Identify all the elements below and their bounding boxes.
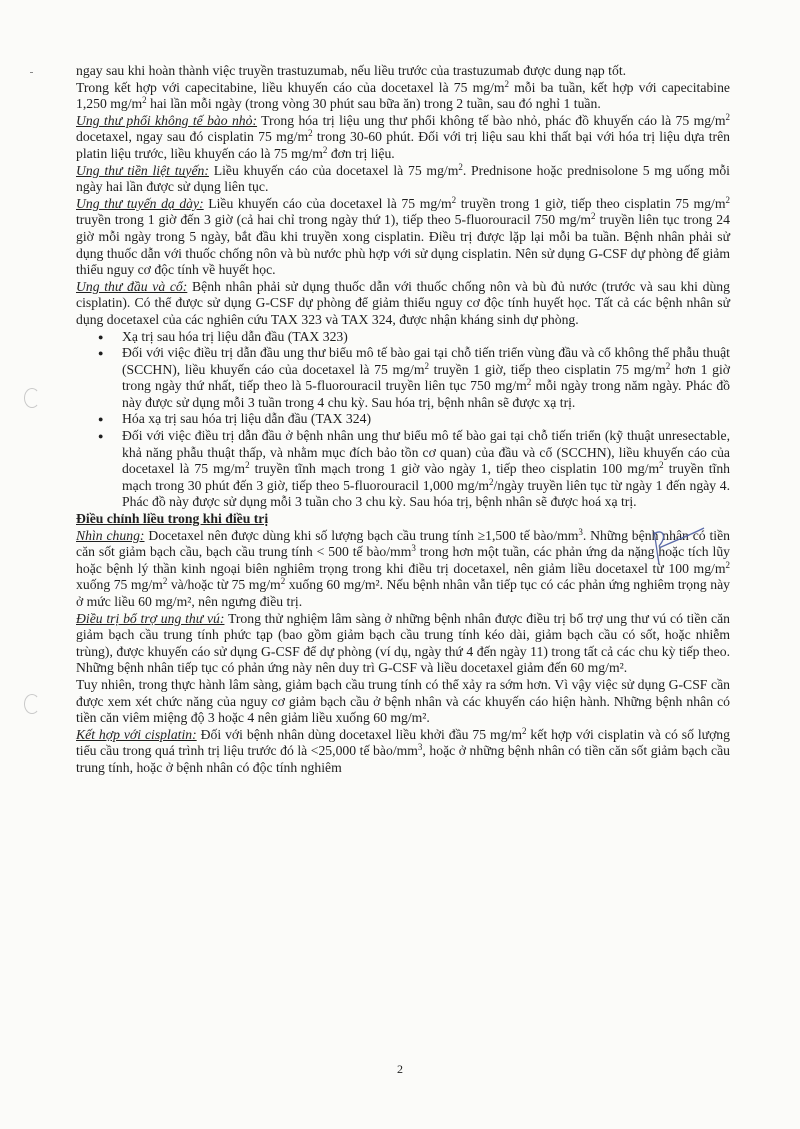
section-heading: Kết hợp với cisplatin: (76, 726, 197, 742)
handwritten-initial (648, 526, 708, 568)
treatment-list (76, 329, 730, 512)
punch-hole-top (24, 388, 40, 408)
section-general: Nhìn chung: Docetaxel nên được dùng khi số lượng bạch cầu trung tính ≥1,500 tế bào/$mm^3$. Những bệnh nhân có tiền căn sốt giảm bạch cầu, bạch cầu trung tính < 500 tế bào/$mm^3$ trong hơn một tuần, các phản ứng da nặng hoặc tích lũy hoặc bệnh lý thần kinh ngoại biên nghiêm trọng trong khi điều trị docetaxel, nên giảm liều docetaxel từ 100 $mg/m^2$ xuống 75 $mg/m^2$ và/hoặc từ 75 $mg/m^2$ xuống 60 mg/m². Nếu bệnh nhân vẫn tiếp tục có các phản ứng nghiêm trọng này ở mức liều 60 mg/m², nên ngưng điều trị. (76, 526, 731, 609)
section-heading: Ung thư phổi không tế bào nhỏ: (76, 112, 258, 128)
document-page (76, 63, 730, 777)
list-item: ● Xạ trị sau hóa trị liệu dẫn đầu (TAX 323) (122, 329, 730, 346)
section-prostate: Ung thư tiền liệt tuyến: Liều khuyến cáo của docetaxel là 75 $mg/m^2$. Prednisone hoặc prednisolone 5 mg uống mỗi ngày hai lần được sử dụng liên tục. (76, 161, 730, 195)
section-heading: Nhìn chung: (76, 527, 145, 543)
list-item: ● Đối với việc điều trị dẫn đầu ung thư biểu mô tế bào gai tại chỗ tiến triển vùng đầu và cổ không thể phẫu thuật (SCCHN), liều khuyến cáo của docetaxel là 75 $mg/m^2$ truyền 1 giờ, tiếp theo cisplatin 75 $mg/m^2$ hơn 1 giờ trong ngày thứ nhất, tiếp theo là 5-fluorouracil truyền liên tục 750 $mg/m^2$ mỗi ngày trong năm ngày. Phác đồ này được sử dụng mỗi 3 tuần trong 4 chu kỳ. Sau hóa trị, bệnh nhân sẽ được xạ trị. (122, 345, 730, 411)
section-head-neck: Ung thư đầu và cổ: Bệnh nhân phải sử dụng thuốc dẫn với thuốc chống nôn và bù đủ nước (trước và sau khi dùng cisplatin). Có thể được sử dụng G-CSF dự phòng để giảm thiểu nguy cơ độc tính huyết học. Tất cả các bệnh nhân sử dụng docetaxel của các nghiên cứu TAX 323 và TAX 324, được nhận kháng sinh dự phòng. (76, 278, 730, 327)
list-item: ● Đối với việc điều trị dẫn đầu ở bệnh nhân ung thư biểu mô tế bào gai tại chỗ tiến triển (kỹ thuật unresectable, khả năng phẫu thuật thấp, và nhằm mục đích bảo tồn cơ quan) của đầu và cổ (SCCHN), liều khuyến cáo của docetaxel là 75 $mg/m^2$ truyền tĩnh mạch trong 1 giờ vào ngày 1, tiếp theo cisplatin 100 $mg/m^2$ truyền tĩnh mạch trong 30 phút đến 3 giờ, tiếp theo 5-fluorouracil 1,000 $mg/m^2$/ngày truyền liên tục từ ngày 1 đến ngày 4. Phác đồ này được sử dụng mỗi 3 tuần cho 3 chu kỳ. Sau hóa trị, bệnh nhân sẽ được hoá xạ trị. (122, 428, 730, 511)
section-gastric: Ung thư tuyến dạ dày: Liều khuyến cáo của docetaxel là 75 $mg/m^2$ truyền trong 1 giờ, tiếp theo cisplatin 75 $mg/m^2$ truyền trong 1 giờ đến 3 giờ (cả hai chỉ trong ngày thứ 1), tiếp theo 5-fluorouracil 750 $mg/m^2$ truyền liên tục trong 24 giờ mỗi ngày trong 5 ngày, bắt đầu khi truyền xong cisplatin. Điều trị được lặp lại mỗi ba tuần. Bệnh nhân phải sử dụng thuốc dẫn với thuốc chống nôn và bù nước phù hợp với sử dụng cisplatin. Nên sử dụng G-CSF dự phòng để giảm thiểu nguy cơ độc tính về huyết học. (76, 194, 730, 278)
page-number: 2 (397, 1062, 403, 1076)
paragraph-trastuzumab: ngay sau khi hoàn thành việc truyền trastuzumab, nếu liều trước của trastuzumab được dung nạp tốt. (76, 63, 627, 78)
margin-mark (30, 72, 33, 73)
section-heading: Ung thư tuyến dạ dày: (76, 195, 204, 211)
section-cisplatin: Kết hợp với cisplatin: Đối với bệnh nhân dùng docetaxel liều khởi đầu 75 $mg/m^2$ kết hợp với cisplatin và có số lượng tiểu cầu trong quá trình trị liệu trước đó là <25,000 tế bào/$mm^3$, hoặc ở những bệnh nhân có tiền căn sốt giảm bạch cầu trung tính, hoặc ở bệnh nhân có độc tính nghiêm (76, 725, 730, 775)
section-heading: Ung thư tiền liệt tuyến: (76, 162, 209, 178)
heading-dose-adjustment: Điều chỉnh liều trong khi điều trị (76, 511, 269, 527)
paragraph-clinical-practice: Tuy nhiên, trong thực hành lâm sàng, giảm bạch cầu trung tính có thể xảy ra sớm hơn. Vì vậy việc sử dụng G-CSF cần được xem xét chức năng của nguy cơ giảm bạch cầu ở bệnh nhân và các khuyến cáo hiện hành. Những bệnh nhân có tiền căn viêm miệng độ 3 hoặc 4 nên giảm liều xuống 60 mg/m². (76, 676, 730, 726)
list-item: ● Hóa xạ trị sau hóa trị liệu dẫn đầu (TAX 324) (122, 411, 730, 428)
section-heading: Ung thư đầu và cổ: (76, 278, 188, 294)
paragraph-capecitabine: Trong kết hợp với capecitabine, liều khuyến cáo của docetaxel là 75 $mg/m^2$ mỗi ba tuần, kết hợp với capecitabine 1,250 $mg/m^2$ hai lần mỗi ngày (trong vòng 30 phút sau bữa ăn) trong 2 tuần, sau đó nghỉ 1 tuần. (76, 78, 731, 112)
punch-hole-bottom (24, 694, 40, 714)
section-nsclc: Ung thư phổi không tế bào nhỏ: Trong hóa trị liệu ung thư phổi không tế bào nhỏ, phác đồ khuyến cáo là 75 $mg/m^2$ docetaxel, ngay sau đó cisplatin 75 $mg/m^2$ trong 30-60 phút. Đối với trị liệu sau khi thất bại với hóa trị liệu dựa trên platin liệu trước, liều khuyến cáo là 75 $mg/m^2$ đơn trị liệu. (76, 111, 731, 161)
section-adjuvant-breast: Điều trị bổ trợ ung thư vú: Trong thử nghiệm lâm sàng ở những bệnh nhân được điều trị bổ trợ ung thư vú có tiền căn giảm bạch cầu trung tính phức tạp (bao gồm giảm bạch cầu trung tính kéo dài, giảm bạch cầu có sốt, hoặc nhiễm trùng), được khuyến cáo sử dụng G-CSF để dự phòng (ví dụ, ngày thứ 4 đến ngày 11) trong tất cả các chu kỳ tiếp theo. Những bệnh nhân tiếp tục có phản ứng này nên duy trì G-CSF và liều docetaxel giảm đến 60 mg/m². (76, 610, 731, 676)
section-heading: Điều trị bổ trợ ung thư vú: (76, 610, 225, 626)
